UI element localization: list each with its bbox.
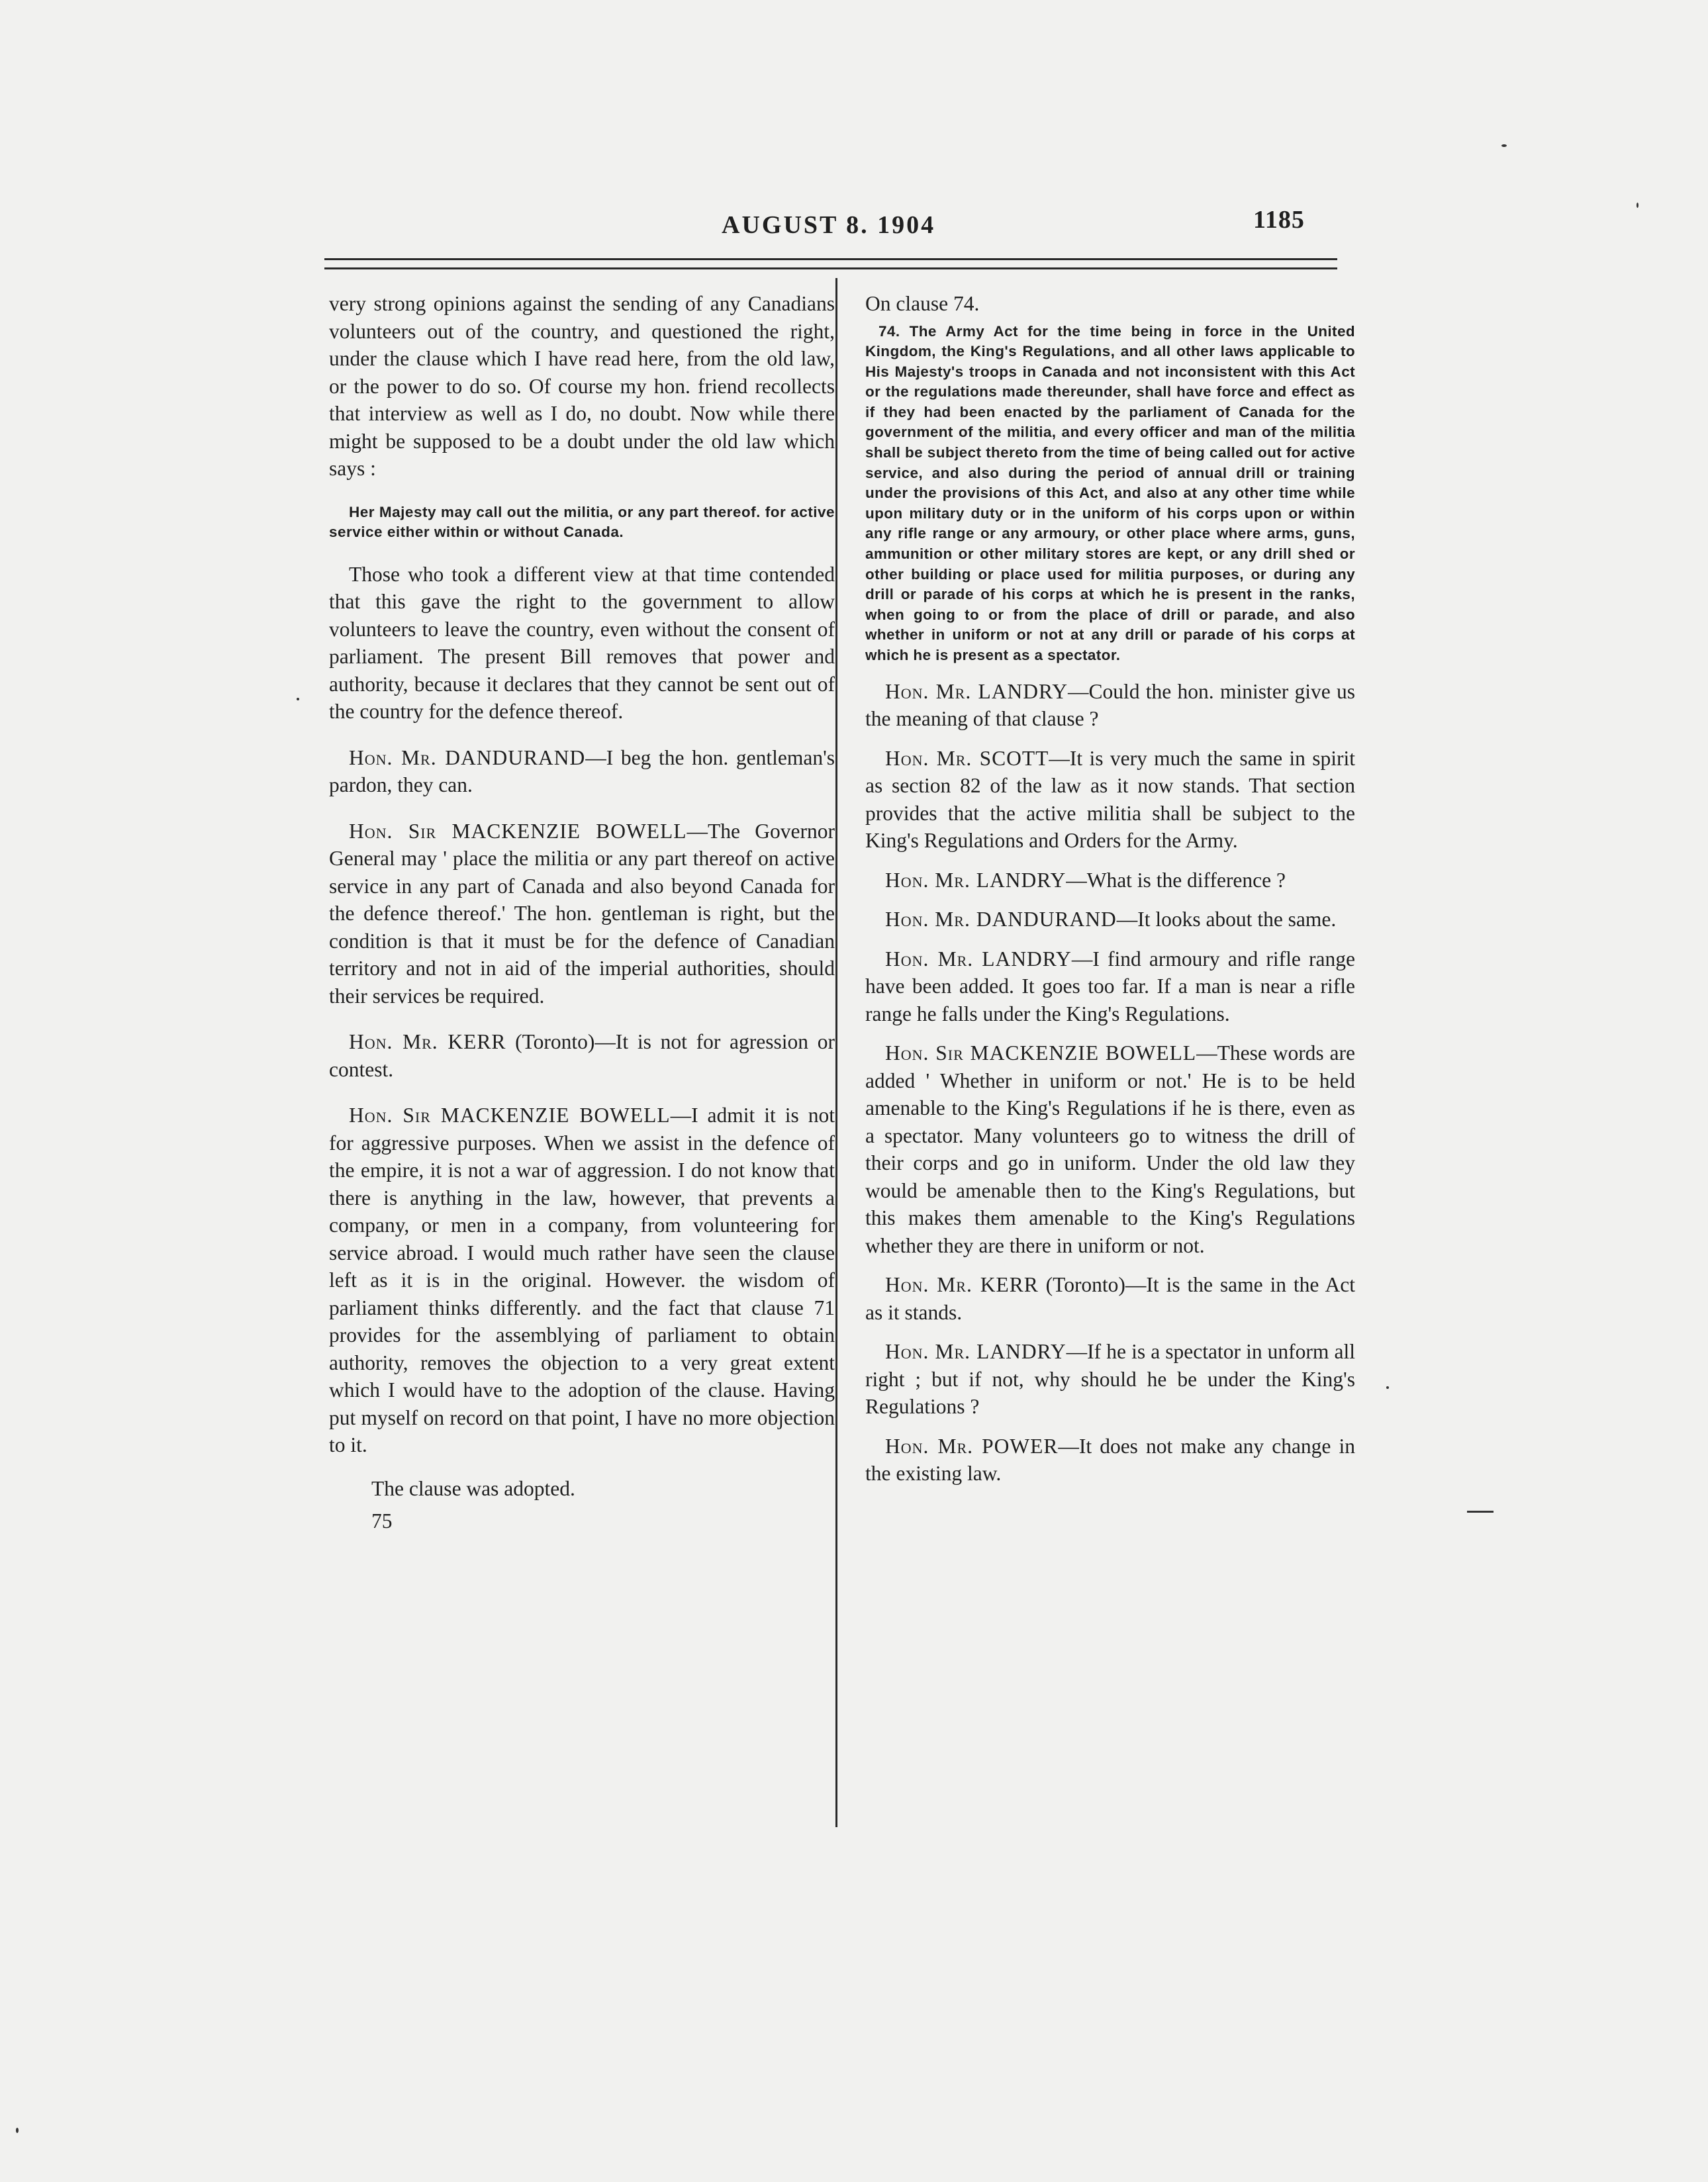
speech-text: —The Governor General may ' place the militia or any part thereof on active service in any part of Canada and also beyond Canada for the defence thereof.' The hon. gentleman is right, but the condition is that it must be for the defence of Canadian territory and not in aid of the imperial authorities, should their services be required.: [329, 819, 835, 1008]
speech-text: —I find armoury and rifle range have been added. It goes too far. If a man is near a rifle range he falls under the King's Regulations.: [865, 947, 1356, 1025]
speech-bowell-3: [865, 1039, 1355, 1259]
page-number: 1185: [1253, 206, 1305, 234]
speaker-name: Hon. Mr. SCOTT: [885, 746, 1049, 770]
scan-speck: [1637, 203, 1638, 208]
speaker-name: Hon. Mr. POWER: [885, 1434, 1059, 1458]
signature-mark: 75: [371, 1509, 393, 1533]
speaker-name: Hon. Mr. LANDRY: [885, 679, 1068, 703]
speaker-name: Hon. Mr. LANDRY: [885, 947, 1072, 971]
speaker-name: Hon. Sir MACKENZIE BOWELL: [349, 1104, 671, 1127]
clause-adopted-note: The clause was adopted.: [371, 1476, 575, 1500]
speech-text: (Toronto)—It is the same in the Act as it stands.: [865, 1273, 1355, 1324]
scan-speck: [16, 2128, 19, 2133]
header-double-rule: [324, 258, 1337, 269]
scan-speck: [1386, 1386, 1389, 1389]
quoted-law: Her Majesty may call out the militia, or any part thereof. for active service either within or without Canada.: [329, 503, 835, 540]
speech-landry-2: [865, 867, 1355, 894]
speech-text: —It does not make any change in the existing law.: [865, 1434, 1355, 1486]
speaker-name: Hon. Mr. LANDRY: [885, 868, 1067, 892]
speaker-name: Hon. Mr. LANDRY: [885, 1340, 1067, 1364]
page-date: AUGUST 8. 1904: [722, 211, 936, 239]
speech-dandurand-2: [865, 906, 1355, 933]
scan-speck: [297, 698, 299, 700]
speech-text: —Could the hon. minister give us the meaning of that clause ?: [865, 679, 1355, 731]
speech-kerr-1: [329, 1028, 835, 1083]
speech-dandurand: [329, 744, 835, 799]
speech-kerr-2: [865, 1271, 1355, 1326]
speaker-name: Hon. Mr. DANDURAND: [349, 745, 586, 769]
speech-text: —I admit it is not for aggressive purposes. When we assist in the defence of the empire, it is not a war of aggression. I do not know that there is anything in the law, however, that prevents a company, or men in a company, from volunteering for service abroad. I would much rather have seen the clause left as it is in the original. However. the wisdom of parliament thinks differently. and the fact that clause 71 provides for the assemblying of parliament to obtain authority, removes the objection to a very great extent which I would have to the adoption of the clause. Having put myself on record on that point, I have no more objection to it.: [329, 1104, 835, 1456]
right-column: [865, 290, 1355, 1488]
speech-text: —It looks about the same.: [1116, 908, 1337, 931]
speaker-name: Hon. Sir MACKENZIE BOWELL: [349, 819, 687, 843]
speech-bowell-1: [329, 818, 835, 1010]
column-divider: [835, 278, 837, 1827]
speaker-name: Hon. Mr. KERR: [349, 1030, 506, 1053]
scan-speck: [1467, 1511, 1494, 1513]
on-clause-heading: On clause 74.: [865, 292, 980, 315]
speech-text: —These words are added ' Whether in uniform or not.' He is to be held amenable to the King's Regulations if he is there, even as a spectator. Many volunteers go to witness the drill of their corps and go in uniform. Under the old law they would be amenable then to the King's Regulations, but this makes them amenable to the King's Regulations whether they are there in uniform or not.: [865, 1041, 1355, 1257]
left-paragraph-1: very strong opinions against the sending of any Canadians volunteers out of the country, and questioned the right, under the clause which I have read here, from the old law, or the power to do so. Of course my hon. friend recollects that interview as well as I do, no doubt. Now while there might be supposed to be a doubt under the old law which says :: [329, 292, 835, 480]
speaker-name: Hon. Mr. KERR: [885, 1273, 1039, 1297]
speech-scott: [865, 745, 1355, 855]
clause-74-text: 74. The Army Act for the time being in force in the United Kingdom, the King's Regulations, and all other laws applicable to His Majesty's troops in Canada and not inconsistent with this Act or the regulations made thereunder, shall have force and effect as if they had been enacted by the parliament of Canada for the government of the militia, and every officer and man of the militia shall be subject thereto from the time of being called out for active service, and also during the period of annual drill or training under the provisions of this Act, and also at any other time while upon military duty or in the uniform of his corps upon or within any rifle range or any armoury, or other place where arms, guns, ammunition or other military stores are kept, or any drill shed or other building or place used for militia purposes, or during any drill or parade of his corps at which he is present in the ranks, when going to or from the place of drill or parade, and also whether in uniform or not at any drill or parade of his corps at which he is present as a spectator.: [865, 322, 1355, 663]
speech-bowell-2: [329, 1102, 835, 1459]
speech-power: [865, 1433, 1355, 1488]
speech-landry-4: [865, 1338, 1355, 1421]
speech-text: —It is very much the same in spirit as section 82 of the law as it now stands. That section provides that the active militia shall be subject to the King's Regulations and Orders for the Army.: [865, 746, 1356, 853]
left-paragraph-2: Those who took a different view at that time contended that this gave the right to the government to allow volunteers to leave the country, even without the consent of parliament. The present Bill removes that power and authority, because it declares that they cannot be sent out of the country for the defence thereof.: [329, 562, 835, 723]
scan-speck: [1501, 144, 1507, 147]
speech-text: —I beg the hon. gentleman's pardon, they can.: [329, 745, 835, 796]
speech-text: (Toronto)—It is not for agression or contest.: [329, 1030, 835, 1081]
speech-landry-3: [865, 945, 1355, 1028]
speech-text: —If he is a spectator in unform all right ; but if not, why should he be under the King's Regulations ?: [865, 1340, 1355, 1419]
speech-landry-1: [865, 678, 1355, 733]
speech-text: —What is the difference ?: [1066, 868, 1286, 892]
speaker-name: Hon. Mr. DANDURAND: [885, 908, 1117, 931]
speaker-name: Hon. Sir MACKENZIE BOWELL: [885, 1041, 1197, 1065]
left-column: [329, 290, 835, 1535]
